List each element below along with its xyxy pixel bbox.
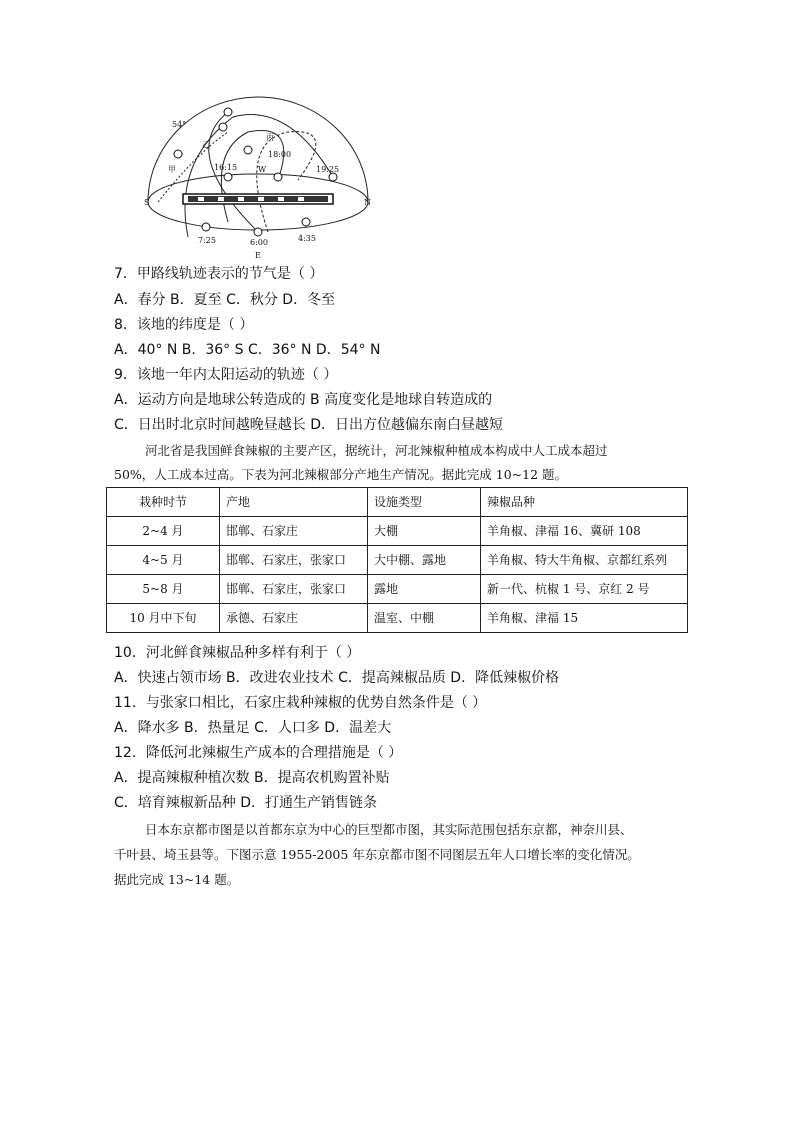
label-bing: 丙 [266, 133, 274, 142]
pepper-production-table [106, 487, 688, 633]
table-header: 设施类型 [368, 488, 481, 517]
table-cell: 邯郸、石家庄，张家口 [220, 546, 368, 575]
table-cell: 邯郸、石家庄，张家口 [220, 575, 368, 604]
table-header: 产地 [220, 488, 368, 517]
sun-icon [274, 173, 282, 181]
sun-icon [302, 218, 310, 226]
table-cell: 露地 [368, 575, 481, 604]
label-e: E [255, 251, 261, 260]
table-row [107, 517, 688, 546]
table-cell: 5~8 月 [107, 575, 220, 604]
label-725: 7:25 [198, 236, 216, 245]
celestial-dome [148, 97, 368, 202]
sun-icon [224, 173, 232, 181]
passage-tokyo-2: 千叶县、埼玉县等。下图示意 1955-2005 年东京都市图不同图层五年人口增长率的变化情况。 [114, 847, 640, 862]
sun-icon [219, 123, 227, 131]
q10-stem: 10．河北鲜食辣椒品种多样有利于（ ） [114, 645, 361, 661]
passage-hebei-1: 河北省是我国鲜食辣椒的主要产区，据统计，河北辣椒种植成本构成中人工成本超过 [145, 443, 608, 458]
q10-options: A．快速占领市场 B．改进农业技术 C．提高辣椒品质 D．降低辣椒价格 [114, 670, 560, 686]
table-cell: 羊角椒、津福 16、冀研 108 [481, 517, 688, 546]
q12-options-2: C．培育辣椒新品种 D．打通生产销售链条 [114, 795, 378, 811]
table-cell: 承德、石家庄 [220, 604, 368, 633]
meridian-arc [209, 112, 258, 232]
table-header-row [107, 488, 688, 517]
passage-tokyo-3: 据此完成 13~14 题。 [114, 872, 240, 887]
table-cell: 羊角椒、津福 15 [481, 604, 688, 633]
table-cell: 温室、中棚 [368, 604, 481, 633]
table-cell: 大中棚、露地 [368, 546, 481, 575]
q9-options-1: A．运动方向是地球公转造成的 B 高度变化是地球自转造成的 [114, 392, 493, 408]
label-yi: 乙 [202, 140, 210, 149]
sun-icon [244, 146, 252, 154]
sun-icon [224, 108, 232, 116]
table-cell: 羊角椒、特大牛角椒、京都红系列 [481, 546, 688, 575]
sun-icon [174, 150, 182, 158]
q7-stem: 7．甲路线轨迹表示的节气是（ ） [114, 266, 324, 282]
label-jia: 甲 [168, 165, 176, 174]
label-s: S [144, 198, 150, 207]
table-cell: 新一代、杭椒 1 号、京红 2 号 [481, 575, 688, 604]
q9-options-2: C．日出时北京时间越晚昼越长 D．日出方位越偏东南白昼越短 [114, 417, 504, 433]
label-600: 6:00 [250, 238, 268, 247]
q12-options-1: A．提高辣椒种植次数 B．提高农机购置补贴 [114, 770, 390, 786]
table-cell: 2~4 月 [107, 517, 220, 546]
q11-options: A．降水多 B．热量足 C．人口多 D．温差大 [114, 720, 392, 736]
q9-stem: 9．该地一年内太阳运动的轨迹（ ） [114, 367, 338, 383]
label-1925: 19:25 [316, 165, 340, 174]
sun-path-jia [185, 115, 333, 238]
table-cell: 10 月中下旬 [107, 604, 220, 633]
label-1800: 18:00 [268, 150, 292, 159]
sun-path-bing [257, 132, 316, 232]
label-1615: 16:15 [214, 163, 238, 172]
table-header: 栽种时节 [107, 488, 220, 517]
table-row [107, 575, 688, 604]
label-54: 54° [172, 120, 187, 129]
passage-tokyo-1: 日本东京都市图是以首都东京为中心的巨型都市图，其实际范围包括东京都，神奈川县、 [145, 822, 633, 837]
label-n: N [364, 198, 371, 207]
q12-stem: 12．降低河北辣椒生产成本的合理措施是（ ） [114, 745, 403, 761]
q7-options: A．春分 B．夏至 C．秋分 D．冬至 [114, 292, 336, 308]
table-cell: 大棚 [368, 517, 481, 546]
sun-icon [254, 228, 262, 236]
table-cell: 4~5 月 [107, 546, 220, 575]
table-cell: 邯郸、石家庄 [220, 517, 368, 546]
sun-icon [202, 223, 210, 231]
table-header: 辣椒品种 [481, 488, 688, 517]
sun-icon [329, 173, 337, 181]
q8-options: A．40° N B．36° S C．36° N D．54° N [114, 342, 381, 358]
q8-stem: 8．该地的纬度是（ ） [114, 317, 254, 333]
building-icon [183, 194, 333, 204]
label-w: W [258, 165, 267, 174]
label-435: 4:35 [298, 234, 316, 243]
q11-stem: 11．与张家口相比，石家庄栽种辣椒的优势自然条件是（ ） [114, 695, 487, 711]
table-row [107, 604, 688, 633]
passage-hebei-2: 50%，人工成本过高。下表为河北辣椒部分产地生产情况。据此完成 10~12 题。 [114, 467, 568, 482]
sun-path-diagram [138, 92, 378, 262]
table-row [107, 546, 688, 575]
